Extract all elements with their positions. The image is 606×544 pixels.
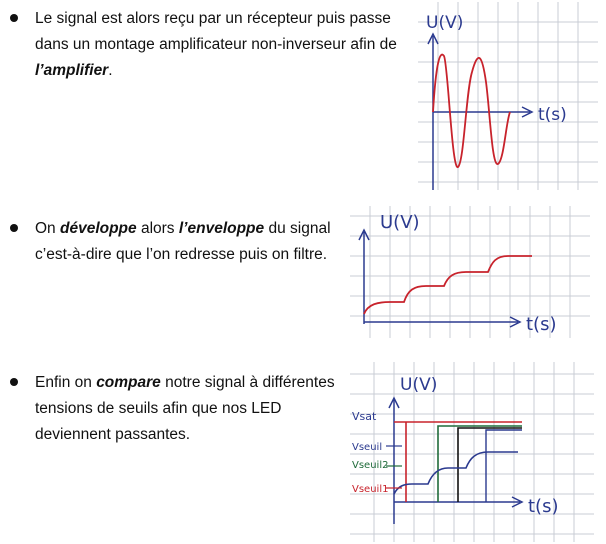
- x-axis-label: t(s): [526, 314, 557, 335]
- bullet-dot: [10, 378, 18, 386]
- text-run: alors: [136, 220, 179, 237]
- level-label-vseuil: Vseuil: [352, 442, 383, 453]
- x-axis-label: t(s): [528, 496, 559, 517]
- text-run: notre signal à différentes tensions de seuils afin que nos LED deviennent passantes.: [35, 374, 335, 443]
- text-run: .: [108, 62, 113, 79]
- text-run: Enfin on: [35, 374, 97, 391]
- comparator-output-4: [486, 430, 522, 502]
- text-emphasis: compare: [96, 374, 161, 391]
- comparator-output-2: [438, 426, 522, 502]
- sketch-envelope-signal: [350, 206, 590, 338]
- bullet-text: [35, 6, 405, 84]
- bullet-dot: [10, 224, 18, 232]
- sketch-amplified-signal: [418, 2, 598, 190]
- level-label-vsat: Vsat: [352, 410, 377, 423]
- x-axis-label: t(s): [538, 105, 567, 125]
- text-emphasis: développe: [59, 220, 137, 237]
- sketch-threshold-compare: [350, 362, 594, 542]
- bullet-text: [35, 216, 335, 268]
- envelope-curve: [364, 256, 532, 314]
- text-run: Le signal est alors reçu par un récepteur puis passe dans un montage amplificateur non-inverseur afin de: [35, 10, 397, 53]
- y-axis-label: U(V): [426, 13, 464, 33]
- text-run: du signal c’est-à-dire que l’on redresse puis on filtre.: [35, 220, 331, 263]
- bullet-text: [35, 370, 350, 448]
- bullet-dot: [10, 14, 18, 22]
- y-axis-label: U(V): [380, 212, 420, 233]
- level-label-vseuil2: Vseuil2: [352, 460, 389, 471]
- level-label-vseuil1: Vseuil1: [352, 484, 389, 495]
- text-run: On: [35, 220, 60, 237]
- text-emphasis: l’enveloppe: [178, 220, 265, 237]
- envelope-signal-curve: [394, 452, 518, 494]
- text-emphasis: l’amplifier: [35, 62, 109, 79]
- y-axis-label: U(V): [400, 375, 438, 395]
